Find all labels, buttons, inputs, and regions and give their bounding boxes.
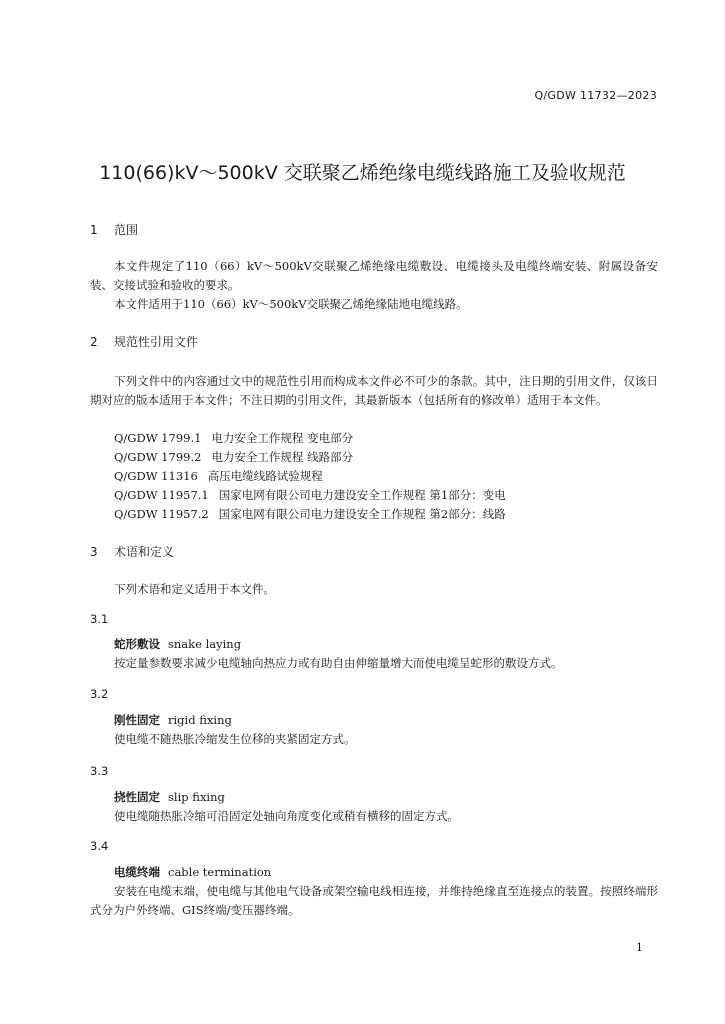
- term-name-zh: 电缆终端: [114, 865, 160, 879]
- reference-code: Q/GDW 11316: [114, 469, 198, 483]
- term-number: 3.2: [90, 687, 109, 701]
- term-name-zh: 刚性固定: [114, 713, 160, 727]
- section-1-paragraph-2: 本文件适用于110（66）kV～500kV交联聚乙烯绝缘陆地电缆线路。: [114, 297, 468, 311]
- term-name: [114, 864, 271, 880]
- section-title: 范围: [114, 223, 139, 237]
- section-1-heading: [90, 221, 138, 238]
- term-name-zh: 蛇形敷设: [114, 637, 160, 651]
- reference-item: [114, 486, 506, 505]
- reference-title: 电力安全工作规程 变电部分: [211, 431, 354, 445]
- term-definition: 按定量参数要求减少电缆轴向热应力或有助自由伸缩量增大而使电缆呈蛇形的敷设方式。: [114, 656, 563, 670]
- reference-item: [114, 505, 506, 524]
- section-number: 1: [90, 223, 98, 237]
- section-1-paragraph-1: 本文件规定了110（66）kV～500kV交联聚乙烯绝缘电缆敷设、电缆接头及电缆终端安装、附属设备安装、交接试验和验收的要求。: [90, 259, 658, 292]
- term-name-zh: 挠性固定: [114, 790, 160, 804]
- term-name: [114, 712, 232, 728]
- term-name-en: rigid fixing: [168, 713, 232, 727]
- term-name-en: slip fixing: [168, 790, 225, 804]
- reference-code: Q/GDW 1799.1: [114, 431, 202, 445]
- reference-title: 国家电网有限公司电力建设安全工作规程 第1部分：变电: [218, 488, 506, 502]
- reference-code: Q/GDW 11957.1: [114, 488, 209, 502]
- reference-item: [114, 467, 323, 486]
- section-3-heading: [90, 543, 174, 560]
- reference-code: Q/GDW 11957.2: [114, 507, 209, 521]
- reference-title: 国家电网有限公司电力建设安全工作规程 第2部分：线路: [218, 507, 506, 521]
- term-definition: 使电缆不随热胀冷缩发生位移的夹紧固定方式。: [114, 732, 356, 746]
- section-number: 3: [90, 545, 98, 559]
- reference-item: [114, 448, 353, 467]
- reference-title: 高压电缆线路试验规程: [207, 469, 323, 483]
- reference-code: Q/GDW 1799.2: [114, 450, 202, 464]
- term-name-en: cable termination: [168, 865, 272, 879]
- section-3-paragraph-1: 下列术语和定义适用于本文件。: [114, 582, 275, 596]
- reference-item: [114, 429, 353, 448]
- term-name: [114, 636, 241, 652]
- term-number: 3.1: [90, 612, 109, 626]
- doc-code: Q/GDW 11732—2023: [534, 89, 657, 102]
- term-number: 3.3: [90, 764, 109, 778]
- term-name-en: snake laying: [168, 637, 242, 651]
- term-number: 3.4: [90, 839, 109, 853]
- section-title: 规范性引用文件: [114, 335, 199, 349]
- page-title: 110(66)kV～500kV 交联聚乙烯绝缘电缆线路施工及验收规范: [99, 162, 626, 184]
- section-2-paragraph-1: 下列文件中的内容通过文中的规范性引用而构成本文件必不可少的条款。其中，注日期的引用文件，仅该日期对应的版本适用于本文件；不注日期的引用文件，其最新版本（包括所有的修改单）适用于本文件。: [90, 374, 658, 407]
- term-definition: 安装在电缆末端，使电缆与其他电气设备或架空输电线相连接，并维持绝缘直至连接点的装置。按照终端形式分为户外终端、GIS终端/变压器终端。: [90, 884, 658, 917]
- page-number: 1: [636, 941, 643, 954]
- section-title: 术语和定义: [114, 545, 175, 559]
- section-number: 2: [90, 335, 98, 349]
- term-name: [114, 789, 225, 805]
- term-definition: 使电缆随热胀冷缩可沿固定处轴向角度变化或稍有横移的固定方式。: [114, 809, 459, 823]
- reference-title: 电力安全工作规程 线路部分: [211, 450, 354, 464]
- section-2-heading: [90, 333, 198, 350]
